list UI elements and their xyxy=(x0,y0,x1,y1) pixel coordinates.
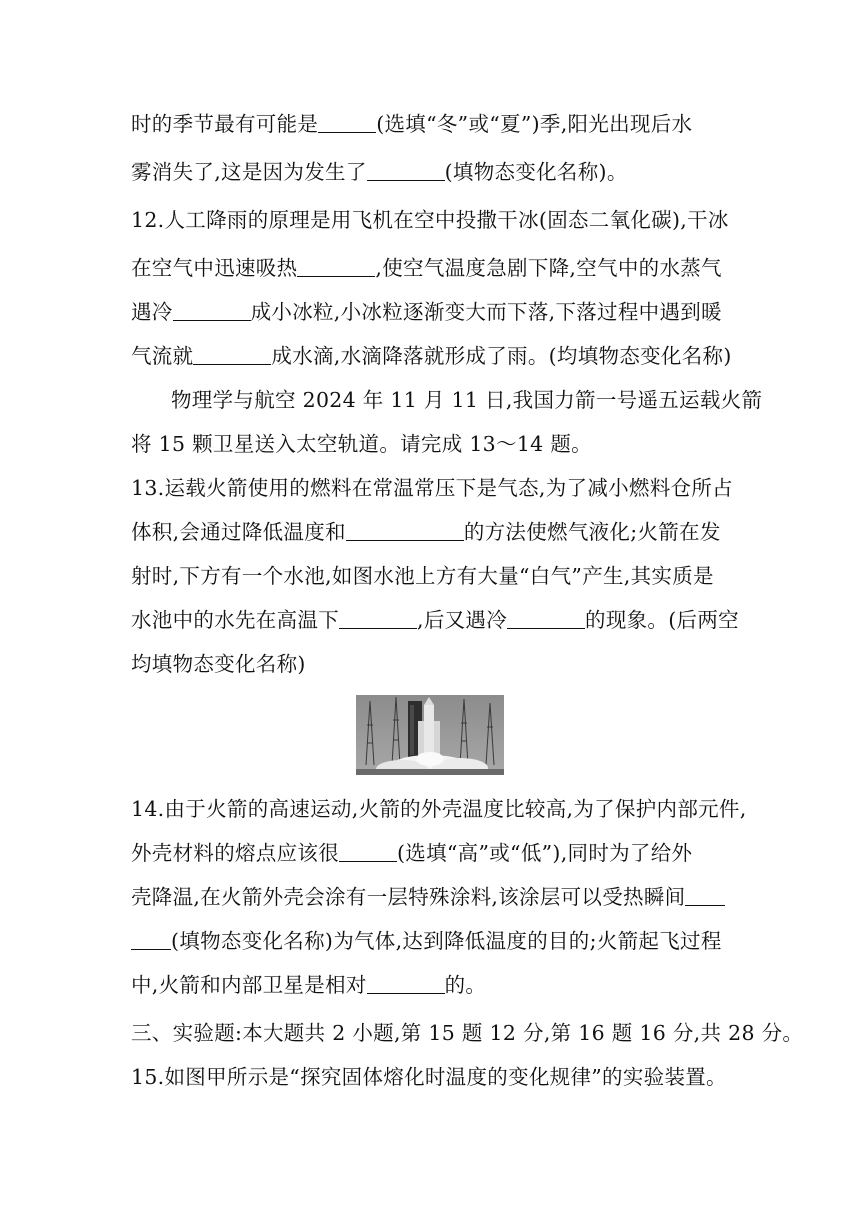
text-segment: 时的季节最有可能是 xyxy=(131,112,319,136)
text-segment: 成小冰粒,小冰粒逐渐变大而下落,下落过程中遇到暖 xyxy=(250,300,722,324)
text-line xyxy=(131,518,721,546)
context-paragraph: 物理学与航空 2024 年 11 月 11 日,我国力箭一号遥五运载火箭 xyxy=(171,388,763,412)
text-segment: 的。 xyxy=(444,973,487,997)
text-segment: (选填“冬”或“夏”)季,阳光出现后水 xyxy=(376,112,693,136)
text-segment: (填物态变化名称)为气体,达到降低温度的目的;火箭起飞过程 xyxy=(171,929,722,953)
text-line: 将 15 颗卫星送入太空轨道。请完成 13～14 题。 xyxy=(131,432,592,456)
text-line xyxy=(131,606,739,634)
answer-blank[interactable] xyxy=(339,608,417,629)
text-line xyxy=(131,110,692,138)
text-segment: 中,火箭和内部卫星是相对 xyxy=(131,973,367,997)
text-segment: ,后又遇冷 xyxy=(417,608,508,632)
text-line xyxy=(131,158,628,186)
text-segment: 体积,会通过降低温度和 xyxy=(131,520,346,544)
question-14-stem: 14.由于火箭的高速运动,火箭的外壳温度比较高,为了保护内部元件, xyxy=(131,797,747,821)
question-12-stem: 12.人工降雨的原理是用飞机在空中投撒干冰(固态二氧化碳),干冰 xyxy=(131,208,729,232)
text-segment: 在空气中迅速吸热 xyxy=(131,256,298,280)
answer-blank[interactable] xyxy=(131,929,171,950)
text-segment: 气流就 xyxy=(131,344,194,368)
text-segment: (选填“高”或“低”),同时为了给外 xyxy=(397,841,693,865)
text-segment: 外壳材料的熔点应该很 xyxy=(131,841,339,865)
question-15-stem: 15.如图甲所示是“探究固体熔化时温度的变化规律”的实验装置。 xyxy=(131,1065,727,1089)
text-segment: 壳降温,在火箭外壳会涂有一层特殊涂料,该涂层可以受热瞬间 xyxy=(131,885,686,909)
text-segment: 的现象。(后两空 xyxy=(585,608,739,632)
rocket-launch-photo xyxy=(356,695,504,775)
answer-blank[interactable] xyxy=(339,841,397,862)
answer-blank[interactable] xyxy=(367,160,445,181)
answer-blank[interactable] xyxy=(346,520,464,541)
text-line: 均填物态变化名称) xyxy=(131,652,306,676)
answer-blank[interactable] xyxy=(507,608,585,629)
text-segment: 的方法使燃气液化;火箭在发 xyxy=(463,520,721,544)
text-segment: 雾消失了,这是因为发生了 xyxy=(131,160,367,184)
text-line xyxy=(131,927,722,955)
text-line xyxy=(131,298,722,326)
text-line xyxy=(131,971,486,999)
answer-blank[interactable] xyxy=(685,885,725,906)
text-line xyxy=(131,254,722,282)
text-line xyxy=(131,342,732,370)
answer-blank[interactable] xyxy=(173,300,251,321)
text-line xyxy=(131,839,692,867)
text-segment: ,使空气温度急剧下降,空气中的水蒸气 xyxy=(375,256,722,280)
text-line: 射时,下方有一个水池,如图水池上方有大量“白气”产生,其实质是 xyxy=(131,564,714,588)
rocket-launch-image xyxy=(356,695,504,775)
text-line xyxy=(131,883,725,911)
answer-blank[interactable] xyxy=(367,973,445,994)
question-13-stem: 13.运载火箭使用的燃料在常温常压下是气态,为了减小燃料仓所占 xyxy=(131,476,733,500)
answer-blank[interactable] xyxy=(297,256,375,277)
answer-blank[interactable] xyxy=(193,344,271,365)
section-heading: 三、实验题:本大题共 2 小题,第 15 题 12 分,第 16 题 16 分,共 28 分。 xyxy=(131,1021,804,1045)
answer-blank[interactable] xyxy=(318,112,376,133)
text-segment: 遇冷 xyxy=(131,300,173,324)
text-segment: 成水滴,水滴降落就形成了雨。(均填物态变化名称) xyxy=(271,344,732,368)
text-segment: (填物态变化名称)。 xyxy=(444,160,628,184)
text-segment: 水池中的水先在高温下 xyxy=(131,608,339,632)
